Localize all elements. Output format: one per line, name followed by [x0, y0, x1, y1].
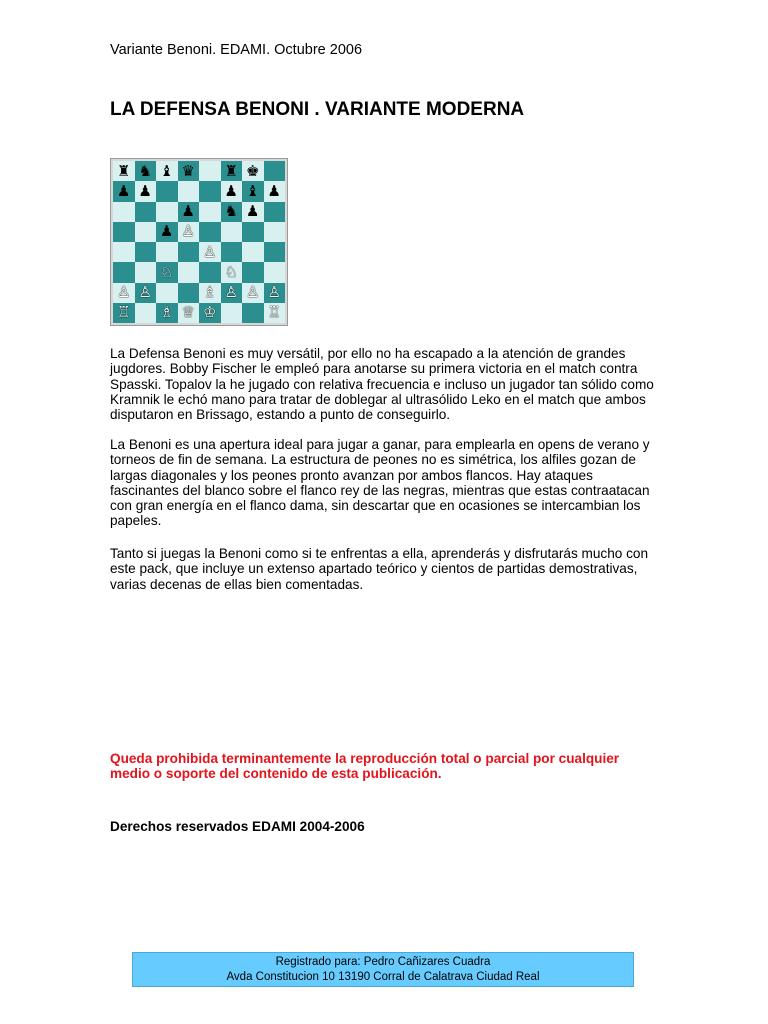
square-h3	[264, 262, 286, 282]
copyright-notice: Queda prohibida terminantemente la reproducción total o parcial por cualquier medio o soporte del contenido de esta publicación.	[110, 751, 620, 782]
square-g2	[242, 283, 264, 303]
square-h5	[264, 222, 286, 242]
square-e8	[199, 161, 221, 181]
square-d1	[178, 303, 200, 323]
square-d6	[178, 202, 200, 222]
square-f8	[221, 161, 243, 181]
black-rook-icon: ♜	[224, 162, 238, 180]
square-c4	[156, 242, 178, 262]
square-e6	[199, 202, 221, 222]
square-f1	[221, 303, 243, 323]
square-b8	[135, 161, 157, 181]
square-h7	[264, 181, 286, 201]
square-g3	[242, 262, 264, 282]
white-rook-icon: ♖	[117, 304, 131, 322]
square-g8	[242, 161, 264, 181]
square-d2	[178, 283, 200, 303]
square-d7	[178, 181, 200, 201]
square-c3	[156, 262, 178, 282]
white-pawn-icon: ♙	[224, 284, 238, 302]
square-c1	[156, 303, 178, 323]
square-e5	[199, 222, 221, 242]
white-pawn-icon: ♙	[246, 284, 260, 302]
square-f2	[221, 283, 243, 303]
paragraph-intro: La Defensa Benoni es muy versátil, por ello no ha escapado a la atención de grandes jugdores. Bobby Fischer le empleó para anotarse su primera victoria en el match contra Spasski. Topalov la he jugado con relativa frecuencia e incluso un jugador tan sólido como Kramnik le echó mano para tratar de doblegar al ultrasólido Leko en el match que ambos disputaron en Brissago, estando a punto de conseguirlo.	[110, 346, 654, 423]
white-knight-icon: ♘	[160, 263, 174, 281]
square-e3	[199, 262, 221, 282]
square-g1	[242, 303, 264, 323]
black-queen-icon: ♛	[181, 162, 195, 180]
square-a2	[113, 283, 135, 303]
black-rook-icon: ♜	[117, 162, 131, 180]
white-pawn-icon: ♙	[267, 284, 281, 302]
square-h1	[264, 303, 286, 323]
square-b4	[135, 242, 157, 262]
black-pawn-icon: ♟	[267, 182, 281, 200]
square-d4	[178, 242, 200, 262]
square-e2	[199, 283, 221, 303]
square-b7	[135, 181, 157, 201]
square-f3	[221, 262, 243, 282]
square-b1	[135, 303, 157, 323]
white-pawn-icon: ♙	[203, 243, 217, 261]
square-a7	[113, 181, 135, 201]
square-f7	[221, 181, 243, 201]
square-c8	[156, 161, 178, 181]
black-pawn-icon: ♟	[224, 182, 238, 200]
white-queen-icon: ♕	[181, 304, 195, 322]
square-b2	[135, 283, 157, 303]
square-a8	[113, 161, 135, 181]
square-b5	[135, 222, 157, 242]
square-c2	[156, 283, 178, 303]
registration-name: Registrado para: Pedro Cañizares Cuadra	[275, 956, 491, 968]
square-a4	[113, 242, 135, 262]
square-d8	[178, 161, 200, 181]
square-a1	[113, 303, 135, 323]
black-pawn-icon: ♟	[138, 182, 152, 200]
square-h8	[264, 161, 286, 181]
white-pawn-icon: ♙	[181, 223, 195, 241]
black-pawn-icon: ♟	[246, 203, 260, 221]
square-b6	[135, 202, 157, 222]
square-c7	[156, 181, 178, 201]
black-bishop-icon: ♝	[246, 182, 260, 200]
black-king-icon: ♚	[246, 162, 260, 180]
square-f6	[221, 202, 243, 222]
white-bishop-icon: ♗	[203, 284, 217, 302]
square-h4	[264, 242, 286, 262]
white-bishop-icon: ♗	[160, 304, 174, 322]
black-pawn-icon: ♟	[181, 203, 195, 221]
black-bishop-icon: ♝	[160, 162, 174, 180]
square-g4	[242, 242, 264, 262]
white-knight-icon: ♘	[224, 263, 238, 281]
paragraph-pack: Tanto si juegas la Benoni como si te enfrentas a ella, aprenderás y disfrutarás mucho con este pack, que incluye un extenso apartado teórico y cientos de partidas demostrativas, varias decenas de ellas bien comentadas.	[110, 546, 649, 592]
square-h6	[264, 202, 286, 222]
black-pawn-icon: ♟	[160, 223, 174, 241]
square-h2	[264, 283, 286, 303]
black-pawn-icon: ♟	[117, 182, 131, 200]
square-d3	[178, 262, 200, 282]
page-header: Variante Benoni. EDAMI. Octubre 2006	[110, 42, 363, 58]
registration-box	[132, 952, 634, 987]
registration-address: Avda Constitucion 10 13190 Corral de Calatrava Ciudad Real	[226, 971, 540, 983]
black-knight-icon: ♞	[224, 203, 238, 221]
square-a3	[113, 262, 135, 282]
square-c5	[156, 222, 178, 242]
square-g5	[242, 222, 264, 242]
white-rook-icon: ♖	[267, 304, 281, 322]
white-pawn-icon: ♙	[138, 284, 152, 302]
square-d5	[178, 222, 200, 242]
square-g7	[242, 181, 264, 201]
square-f4	[221, 242, 243, 262]
square-e4	[199, 242, 221, 262]
square-e7	[199, 181, 221, 201]
square-c6	[156, 202, 178, 222]
square-f5	[221, 222, 243, 242]
rights-reserved: Derechos reservados EDAMI 2004-2006	[110, 819, 365, 834]
square-e1	[199, 303, 221, 323]
square-a5	[113, 222, 135, 242]
square-g6	[242, 202, 264, 222]
paragraph-character: La Benoni es una apertura ideal para jugar a ganar, para emplearla en opens de verano y torneos de fin de semana. La estructura de peones no es simétrica, los alfiles gozan de largas diagonales y los peones pronto avanzan por ambos flancos. Hay ataques fascinantes del blanco sobre el flanco rey de las negras, mientras que estas contraatacan con gran energía en el flanco dama, sin descartar que en ocasiones se intercambian los papeles.	[110, 437, 650, 529]
white-pawn-icon: ♙	[117, 284, 131, 302]
chess-diagram	[110, 158, 288, 326]
square-b3	[135, 262, 157, 282]
black-knight-icon: ♞	[138, 162, 152, 180]
white-king-icon: ♔	[203, 304, 217, 322]
document-title: LA DEFENSA BENONI . VARIANTE MODERNA	[110, 99, 525, 120]
chess-board	[113, 161, 285, 323]
square-a6	[113, 202, 135, 222]
